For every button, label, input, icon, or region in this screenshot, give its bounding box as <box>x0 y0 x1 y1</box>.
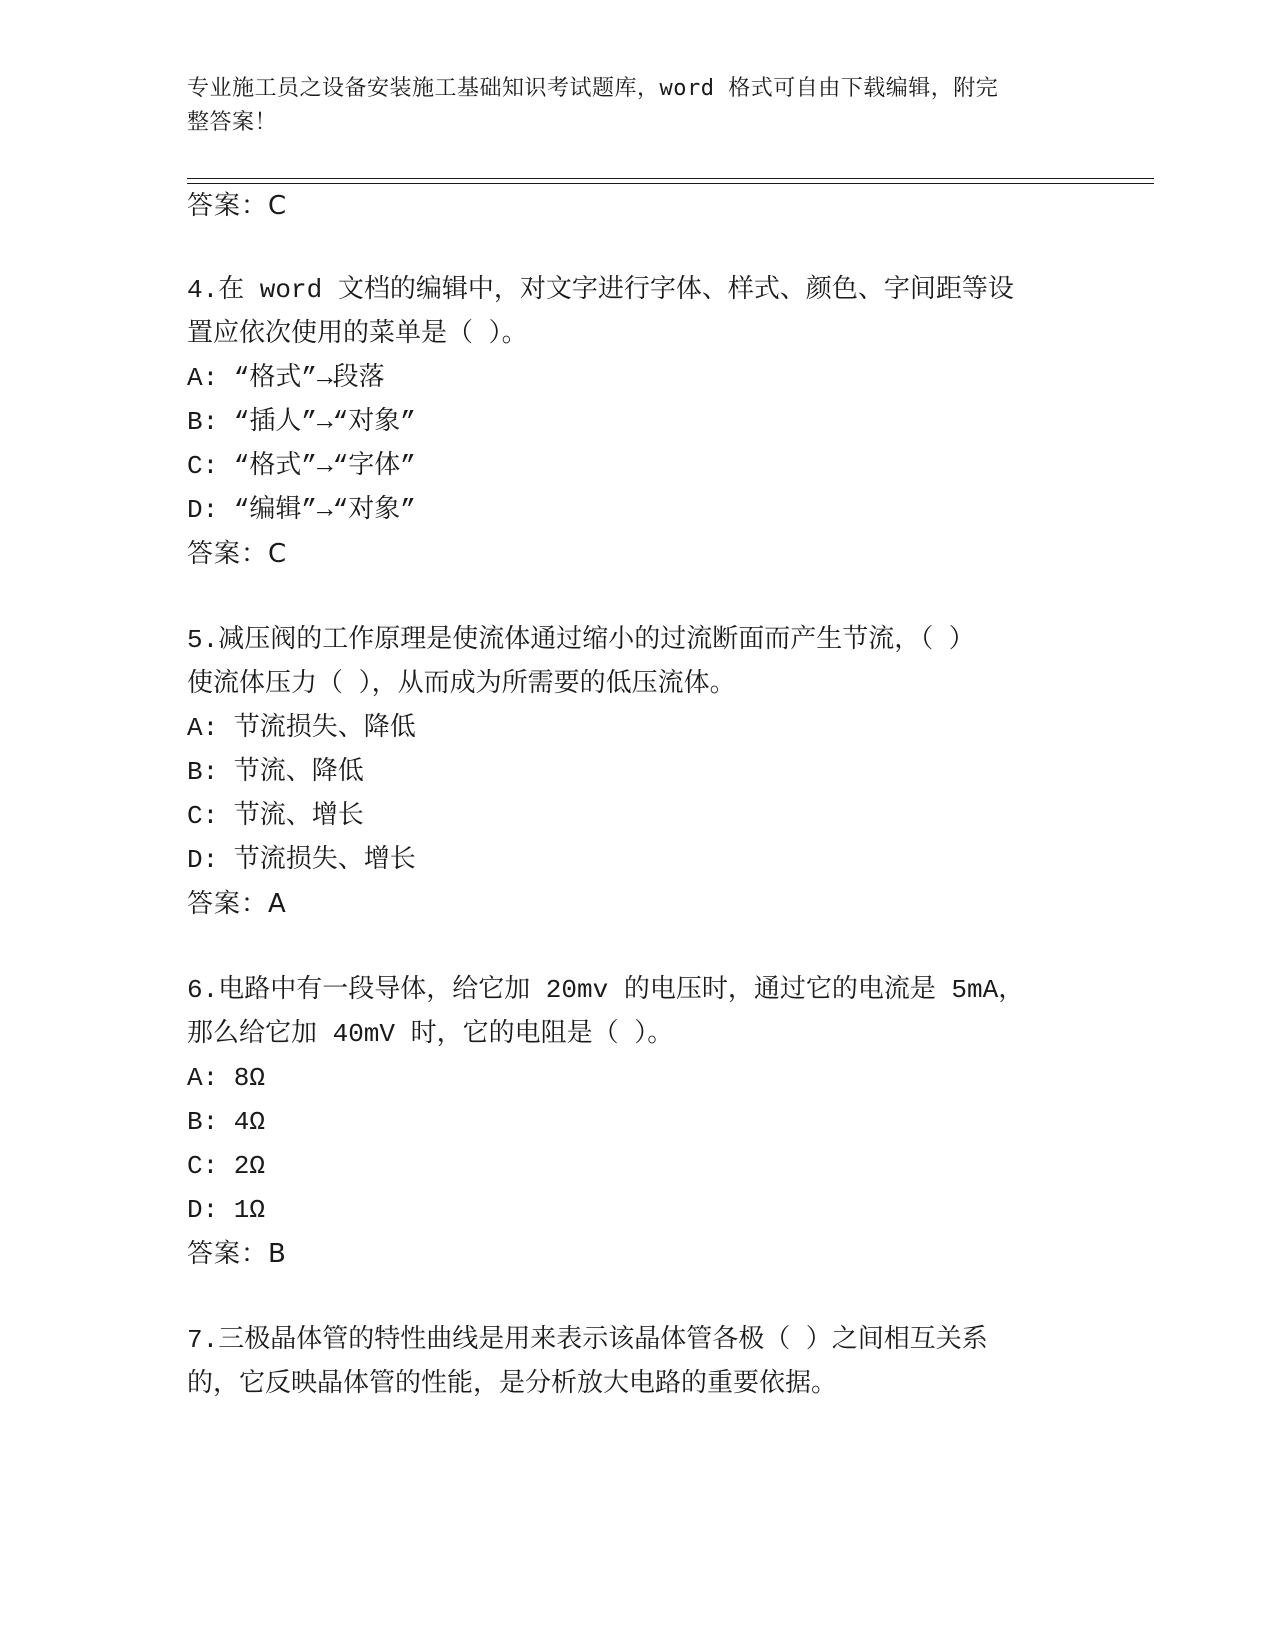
question-6-option-d: D: 1Ω <box>187 1195 266 1225</box>
question-5-line-2: 使流体压力（ ），从而成为所需要的低压流体。 <box>187 669 736 699</box>
header-intro-line-2: 整答案！ <box>187 110 278 135</box>
question-6-option-b: B: 4Ω <box>187 1107 266 1137</box>
question-6-line-1: 6.电路中有一段导体，给它加 20mv 的电压时，通过它的电流是 5mA， <box>187 975 1025 1005</box>
answer-q4: 答案：C <box>187 539 288 569</box>
question-6-option-c: C: 2Ω <box>187 1151 266 1181</box>
question-4-line-2: 置应依次使用的菜单是（ ）。 <box>187 319 528 349</box>
header-divider-top <box>187 178 1154 179</box>
question-5-line-1: 5.减压阀的工作原理是使流体通过缩小的过流断面而产生节流，（ ） <box>187 625 975 655</box>
header-intro-line-1: 专业施工员之设备安装施工基础知识考试题库，word 格式可自由下载编辑，附完 <box>187 76 999 101</box>
question-7-line-2: 的，它反映晶体管的性能，是分析放大电路的重要依据。 <box>187 1369 838 1399</box>
question-4-option-b: B: “插人”→“对象” <box>187 407 416 437</box>
question-5-option-c: C: 节流、增长 <box>187 801 364 831</box>
question-5-option-d: D: 节流损失、增长 <box>187 845 416 875</box>
answer-q5: 答案：A <box>187 889 287 919</box>
question-5-option-a: A: 节流损失、降低 <box>187 713 416 743</box>
question-6-line-2: 那么给它加 40mV 时，它的电阻是（ ）。 <box>187 1019 674 1049</box>
question-4-option-a: A: “格式”→段落 <box>187 363 385 393</box>
question-4-line-1: 4.在 word 文档的编辑中，对文字进行字体、样式、颜色、字间距等设 <box>187 275 1014 305</box>
question-4-option-c: C: “格式”→“字体” <box>187 451 416 481</box>
answer-q3: 答案：C <box>187 191 288 221</box>
header-divider-bottom <box>187 183 1154 184</box>
answer-q6: 答案：B <box>187 1239 287 1269</box>
document-header <box>187 72 1067 140</box>
question-7-line-1: 7.三极晶体管的特性曲线是用来表示该晶体管各极（ ）之间相互关系 <box>187 1325 988 1355</box>
question-6-option-a: A: 8Ω <box>187 1063 266 1093</box>
question-5-option-b: B: 节流、降低 <box>187 757 364 787</box>
question-4-option-d: D: “编辑”→“对象” <box>187 495 416 525</box>
